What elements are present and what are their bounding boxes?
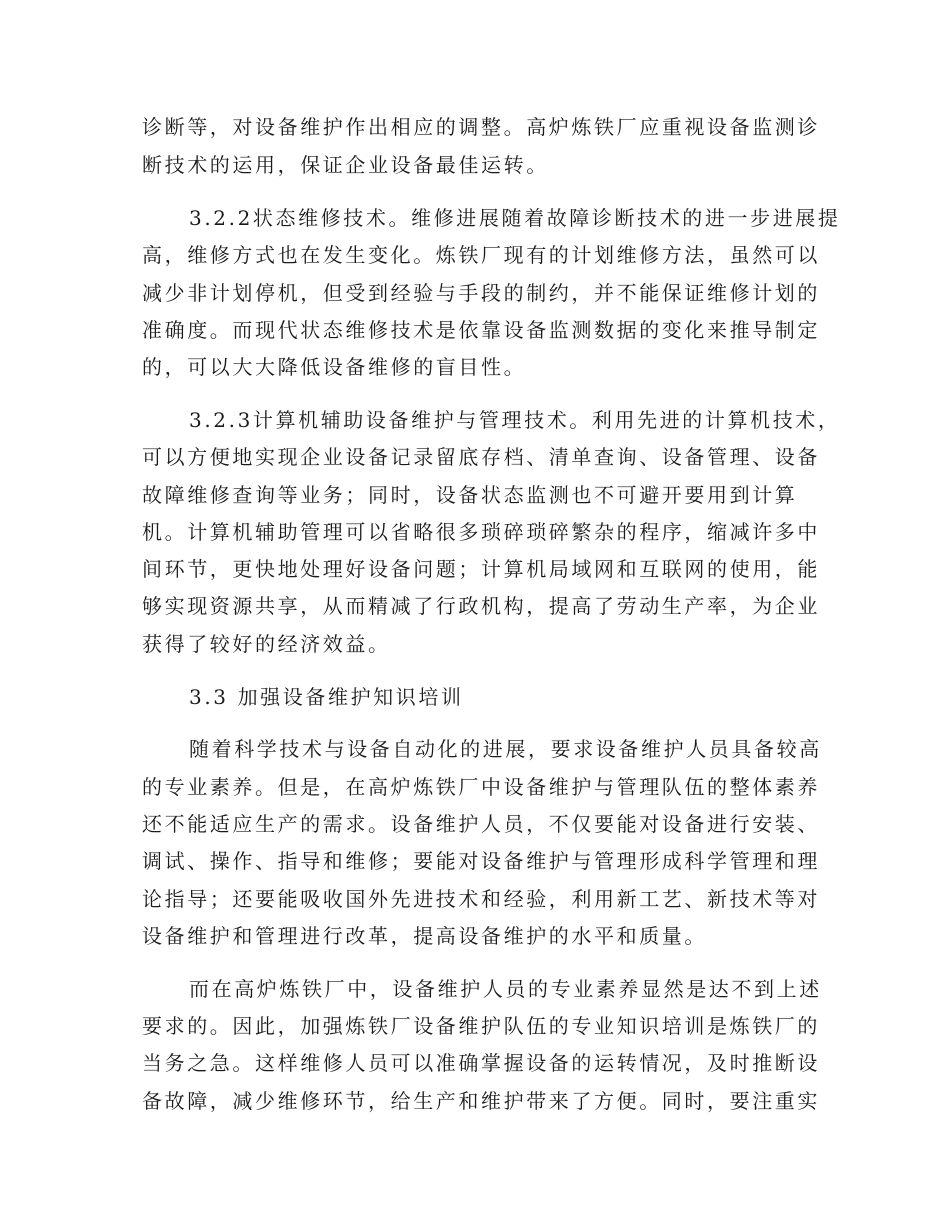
paragraph-line: 3.2.3计算机辅助设备维护与管理技术。利用先进的计算机技术， [189, 408, 841, 432]
paragraph-line: 减少非计划停机，但受到经验与手段的制约，并不能保证维修计划的 [142, 281, 820, 305]
paragraph-line: 的专业素养。但是，在高炉炼铁厂中设备维护与管理队伍的整体素养 [142, 775, 820, 799]
paragraph-line: 3.2.2状态维修技术。维修进展随着故障诊断技术的进一步进展提 [189, 206, 841, 230]
paragraph-line: 论指导；还要能吸收国外先进技术和经验，利用新工艺、新技术等对 [142, 887, 820, 911]
paragraph-line: 诊断等，对设备维护作出相应的调整。高炉炼铁厂应重视设备监测诊 [142, 115, 820, 139]
paragraph-line: 准确度。而现代状态维修技术是依靠设备监测数据的变化来推导制定 [142, 318, 820, 342]
paragraph-line: 高，维修方式也在发生变化。炼铁厂现有的计划维修方法，虽然可以 [142, 243, 820, 267]
paragraph-line: 获得了较好的经济效益。 [142, 632, 391, 656]
paragraph-line: 故障维修查询等业务；同时，设备状态监测也不可避开要用到计算 [142, 483, 798, 507]
paragraph-line: 的，可以大大降低设备维修的盲目性。 [142, 355, 527, 379]
paragraph-line: 设备维护和管理进行改革，提高设备维护的水平和质量。 [142, 924, 707, 948]
paragraph-line: 随着科学技术与设备自动化的进展，要求设备维护人员具备较高 [189, 737, 822, 761]
paragraph-line: 可以方便地实现企业设备记录留底存档、清单查询、设备管理、设备 [142, 445, 820, 469]
paragraph-line: 当务之急。这样维修人员可以准确掌握设备的运转情况，及时推断设 [142, 1051, 820, 1075]
paragraph-line: 还不能适应生产的需求。设备维护人员，不仅要能对设备进行安装、 [142, 812, 820, 836]
section-heading: 3.3 加强设备维护知识培训 [189, 685, 464, 709]
paragraph-line: 调试、操作、指导和维修；要能对设备维护与管理形成科学管理和理 [142, 849, 820, 873]
paragraph-line: 要求的。因此，加强炼铁厂设备维护队伍的专业知识培训是炼铁厂的 [142, 1014, 820, 1038]
paragraph-line: 而在高炉炼铁厂中，设备维护人员的专业素养显然是达不到上述 [189, 977, 822, 1001]
paragraph-line: 断技术的运用，保证企业设备最佳运转。 [142, 153, 549, 177]
paragraph-line: 间环节，更快地处理好设备问题；计算机局域网和互联网的使用，能 [142, 557, 820, 581]
paragraph-line: 备故障，减少维修环节，给生产和维护带来了方便。同时，要注重实 [142, 1089, 820, 1113]
paragraph-line: 机。计算机辅助管理可以省略很多琐碎琐碎繁杂的程序，缩减许多中 [142, 520, 820, 544]
paragraph-line: 够实现资源共享，从而精减了行政机构，提高了劳动生产率，为企业 [142, 594, 820, 618]
